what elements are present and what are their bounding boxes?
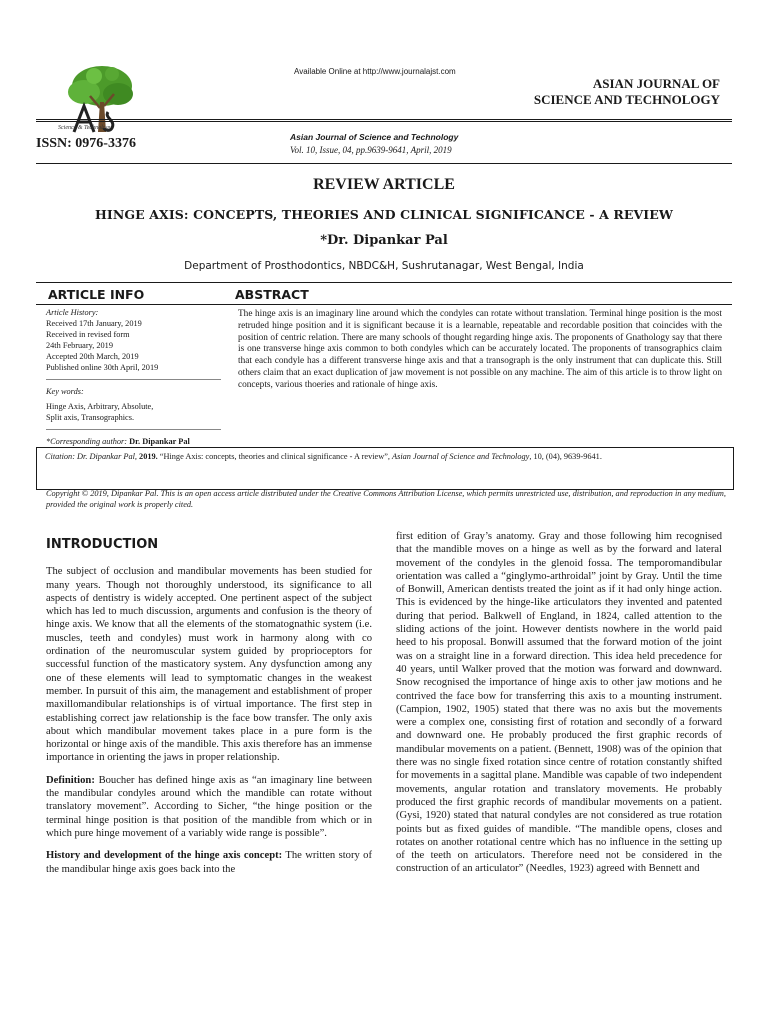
citation-details: , 10, (04), 9639-9641. (529, 452, 602, 461)
title-divider (36, 163, 732, 164)
citation-journal: Asian Journal of Science and Technology (392, 452, 530, 461)
header-divider-bottom (36, 121, 732, 122)
citation-text: “Hinge Axis: concepts, theories and clinical significance - A review”, (159, 452, 390, 461)
citation-box (36, 447, 734, 490)
available-online-link[interactable]: Available Online at http://www.journalajst.com (294, 67, 456, 76)
article-title: HINGE AXIS: CONCEPTS, THEORIES AND CLINICAL SIGNIFICANCE - A REVIEW (95, 207, 673, 222)
citation-authors: Dr. Dipankar Pal, (77, 452, 137, 461)
journal-info (290, 131, 458, 157)
info-top-divider (36, 282, 732, 283)
abstract-heading: ABSTRACT (235, 287, 309, 302)
journal-name-line1: ASIAN JOURNAL OF (592, 76, 720, 91)
article-info-panel (46, 307, 221, 447)
history-item: Received 17th January, 2019 (46, 319, 142, 328)
history-item: 24th February, 2019 (46, 341, 113, 350)
definition-text: Boucher has defined hinge axis as “an imaginary line between the mandibular condyles around which the mandible can rotate without translatory movement”. According to Sicher, “the hinge position or the terminal hinge position is that position of the mandible from which or in which pure hinge movement of a variably wide range is possible”. (46, 774, 372, 839)
author-affiliation: Department of Prosthodontics, NBDC&H, Sushrutanagar, West Bengal, India (184, 260, 584, 272)
definition-paragraph (46, 774, 372, 840)
header-divider-top (36, 119, 732, 120)
body-right-column (396, 530, 722, 885)
journal-name-line2: SCIENCE AND TECHNOLOGY (533, 92, 720, 107)
keywords-label: Key words: (46, 387, 84, 396)
volume-info: Vol. 10, Issue, 04, pp.9639-9641, April, 2019 (290, 145, 452, 155)
history-heading: History and development of the hinge axis concept: (46, 850, 283, 862)
corresponding-author (46, 436, 221, 447)
corresponding-name: Dr. Dipankar Pal (129, 437, 190, 446)
author-name: *Dr. Dipankar Pal (320, 233, 448, 248)
history-item: Received in revised form (46, 330, 130, 339)
issn: ISSN: 0976-3376 (36, 136, 136, 151)
definition-label: Definition: (46, 774, 95, 786)
corresponding-label: *Corresponding author: (46, 437, 128, 446)
journal-italic-name: Asian Journal of Science and Technology (290, 132, 459, 142)
history-label: Article History: (46, 308, 99, 317)
journal-name (534, 76, 720, 108)
introduction-heading: INTRODUCTION (46, 537, 159, 552)
keywords-line: Split axis, Transographics. (46, 413, 135, 422)
body-left-column (46, 532, 372, 885)
copyright-notice: Copyright © 2019, Dipankar Pal. This is an open access article distributed under the Creative Commons Attribution License, which permits unrestricted use, distribution, and reproduction in any medium, provided the original work is properly cited. (46, 489, 726, 509)
intro-paragraph: The subject of occlusion and mandibular movements has been studied for many years. Though not thoroughly understood, its significance to all aspects of dentistry is widely accepted. One pertinent aspect of the subject which has led to much discussion, arguments and confusion is the theory of hinge axis. We know that all the elements of the stomatognathic system (i.e. muscles, teeth and condyles) must work in harmony along with co ordination of the neuromuscular system guided by proprioceptors for successful function of the masticatory system. Any dysfunction among any one of these elements will lead to symptomatic changes in the weakest member. In pursuit of this aim, the management and establishment of proper maxillomandibular relationships is of virtual importance. The first step in establishing correct jaw relationship is the face bow transfer. The only axis about which mandibular movement takes place in a pure form is the horizontal or hinge axis of the mandible. This axis therefore has an immense importance in orienting the jaws in proper relationship. (46, 566, 372, 764)
history-paragraph (46, 849, 372, 876)
abstract-text: The hinge axis is an imaginary line around which the condyles can rotate without translation. Terminal hinge position is the most retruded hinge position and it is significant because it is a learnable, repeatable and recordable position that coincides with the position of centric relation. There are many schools of thought regarding hinge axis. The proponents of Gnathology say that there is one transverse hinge axis common to both condyles which can be accurately located. The proponents of transographics claim that each condyle has a different transverse hinge axis and that a transograph is the only instrument that can duplicate this. Still others claim that an exact duplication of jaw movement is not possible on any machine. The aim of this article is to throw light on concepts, various thoeries and rationale of hinge axis. (238, 309, 722, 390)
info-divider (46, 429, 221, 430)
citation-year: 2019. (139, 452, 158, 461)
history-item: Accepted 20th March, 2019 (46, 352, 139, 361)
history-item: Published online 30th April, 2019 (46, 363, 159, 372)
article-type: REVIEW ARTICLE (313, 176, 455, 193)
logo-tagline: Science & Technology (58, 125, 112, 131)
article-info-heading: ARTICLE INFO (48, 287, 145, 302)
history-text: The written story of the mandibular hinge axis goes back into the (46, 850, 372, 875)
history-continued-paragraph: first edition of Gray’s anatomy. Gray and those following him recognised that the mandible moves on a hinge as well as by the forward and lateral movement of the condyles in the glenoid fossa. The temporomandibular orientation was called a “ginglymo-arthroidal” joint by Gray. Until the time of Bonwill, American dentists treated the joint as if it had only hinge action. This is evidenced by the hinge-like articulators they invented and patented during that period. Balkwell of England, in 1824, called attention to the sliding actions of the joint. However dentists nowhere in the world paid heed to his proposal. Bonwill assumed that the forward motion of the joint was on a straight line in a forward direction. This idea held precedence for 40 years, until Walker proved that the motion was forward and downward. Snow recognised the importance of hinge axis to other jaw motions and he contrived the face bow for transferring this axis to a mounting instrument. (Campion, 1902, 1905) stated that there was no axis but the movements were a complex one, consisting first of rotation and secondly of a forward and downward one. He probably produced the first graphic records of mandibular movements on a patient. (Bennett, 1908) was of the opinion that there was no single fixed rotation since centre of rotation constantly shifted for movements in a sagittal plane. Mandible was capable of two independent movements, angular rotation and translatory movements. He probably produced the first graphic records of mandibular movements on a patient. (Gysi, 1920) stated that natural condyles are not considered as true rotation points but as fixed guides of mandible. “The mandible opens, closes and rotates on another rotational centre which has no influence in the setting up of the teeth on articulators. Therefore need not be considered in the construction of an articulator” (Needles, 1923) agreed with Bennett and (396, 531, 722, 875)
keywords-line: Hinge Axis, Arbitrary, Absolute, (46, 402, 154, 411)
info-heading-divider (36, 304, 732, 305)
article-history (46, 307, 221, 373)
keywords-block (46, 386, 221, 423)
info-divider (46, 379, 221, 380)
citation-label: Citation: (45, 452, 75, 461)
